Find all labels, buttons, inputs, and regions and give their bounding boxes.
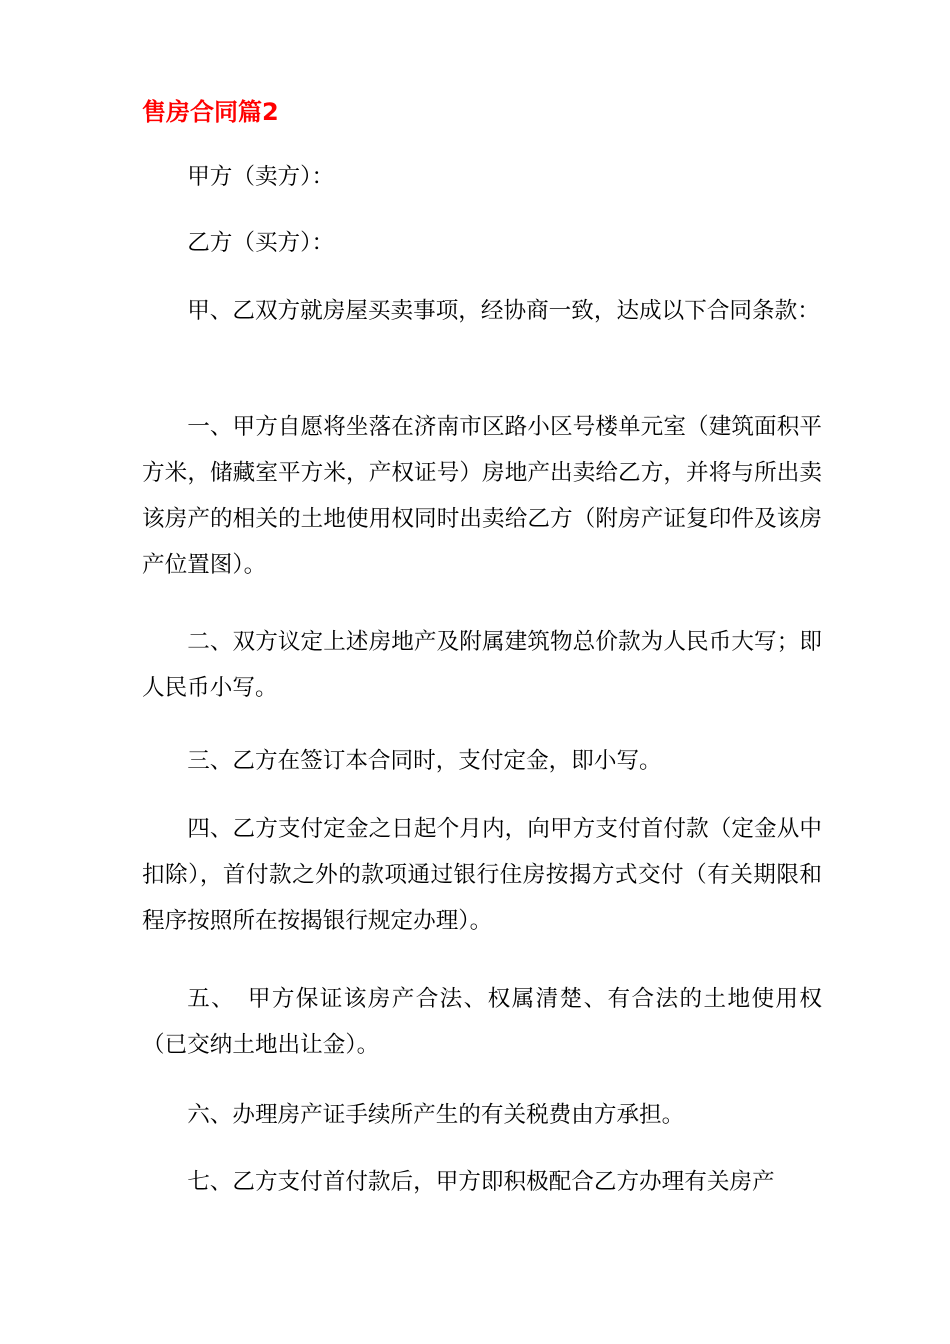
clause-3-paragraph: 三、乙方在签订本合同时，支付定金，即小写。: [187, 748, 662, 774]
party-a-line: 甲方（卖方）：: [187, 164, 335, 190]
clause-4-paragraph: 四、乙方支付定金之日起个月内，向甲方支付首付款（定金从中扣除），首付款之外的款项通过银行住房按揭方式交付（有关期限和程序按照所在按揭银行规定办理）。: [142, 816, 822, 934]
party-b-line: 乙方（买方）：: [187, 230, 335, 256]
clause-7-paragraph: 七、乙方支付首付款后，甲方即积极配合乙方办理有关房产: [187, 1169, 775, 1195]
document-title: 售房合同篇2: [142, 98, 279, 126]
clause-2-paragraph: 二、双方议定上述房地产及附属建筑物总价款为人民币大写；即人民币小写。: [142, 629, 822, 701]
clause-6-paragraph: 六、办理房产证手续所产生的有关税费由方承担。: [187, 1102, 685, 1128]
clause-1-paragraph: 一、甲方自愿将坐落在济南市区路小区号楼单元室（建筑面积平方米，储藏室平方米，产权证号）房地产出卖给乙方，并将与所出卖该房产的相关的土地使用权同时出卖给乙方（附房产证复印件及该房产位置图）。: [142, 414, 822, 578]
clause-5-paragraph: 五、 甲方保证该房产合法、权属清楚、有合法的土地使用权（已交纳土地出让金）。: [142, 986, 822, 1058]
preamble-paragraph: 甲、乙双方就房屋买卖事项，经协商一致，达成以下合同条款：: [187, 298, 820, 324]
